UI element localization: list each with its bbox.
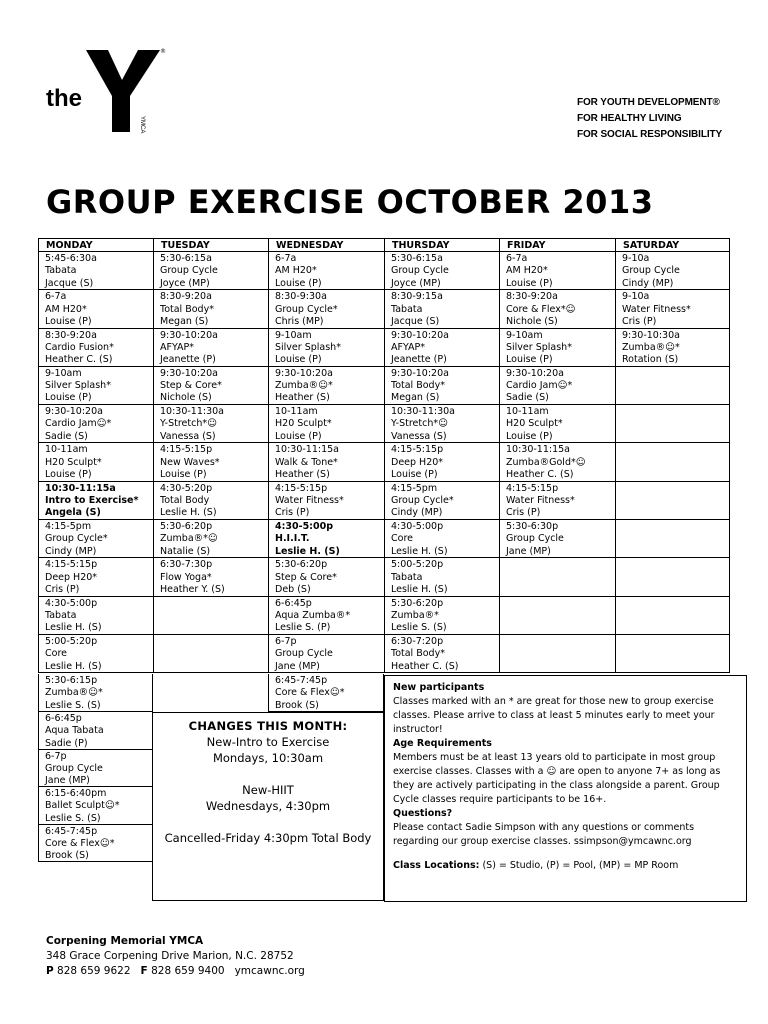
class-instructor: Jeanette (P) xyxy=(160,354,216,366)
class-name: Cardio Jam☺* xyxy=(506,380,573,392)
class-instructor: Louise (P) xyxy=(45,315,92,327)
class-cell xyxy=(384,367,499,405)
class-cell xyxy=(615,367,730,405)
class-time: 5:30-6:20p xyxy=(160,521,213,533)
new-participants-heading: New participants xyxy=(393,682,485,693)
day-column-tuesday xyxy=(153,238,268,673)
footer-contact xyxy=(46,964,305,979)
class-instructor: Cris (P) xyxy=(275,507,310,519)
class-name: AM H20* xyxy=(506,265,548,277)
class-time: 9-10a xyxy=(622,253,650,264)
fax-number: 828 659 9400 xyxy=(151,965,225,977)
class-name: Y-Stretch*☺ xyxy=(391,418,449,430)
changes-line-4: Wednesdays, 4:30pm xyxy=(205,799,331,813)
class-instructor: Nichole (S) xyxy=(160,392,212,404)
logo-the-text: the xyxy=(46,85,82,112)
class-name: Silver Splash* xyxy=(506,341,572,353)
class-time: 5:00-5:20p xyxy=(391,559,444,571)
class-instructor: Leslie S. (P) xyxy=(275,622,331,634)
class-cell xyxy=(499,252,615,290)
class-instructor: Heather Y. (S) xyxy=(160,583,225,595)
class-instructor: Heather (S) xyxy=(275,392,330,404)
class-locations xyxy=(393,859,738,873)
class-cell xyxy=(499,329,615,367)
class-cell xyxy=(38,443,153,481)
class-time: 10-11am xyxy=(45,444,88,456)
class-instructor: Louise (P) xyxy=(45,392,92,404)
class-name: New Waves* xyxy=(160,456,220,468)
day-column-monday xyxy=(38,238,153,673)
class-instructor: Leslie S. (S) xyxy=(391,622,447,634)
class-time: 5:30-6:15a xyxy=(160,253,212,264)
class-instructor: Leslie H. (S) xyxy=(275,545,340,557)
class-time: 5:30-6:20p xyxy=(275,559,328,571)
class-name: Silver Splash* xyxy=(45,380,111,392)
class-name: Group Cycle* xyxy=(45,533,108,545)
class-cell xyxy=(499,558,615,596)
class-cell xyxy=(38,787,153,825)
class-cell xyxy=(268,367,384,405)
class-time: 6:45-7:45p xyxy=(45,825,98,837)
class-cell xyxy=(153,290,268,328)
class-cell xyxy=(615,405,730,443)
class-cell xyxy=(384,597,499,635)
class-time: 8:30-9:20a xyxy=(506,291,558,303)
class-instructor: Leslie H. (S) xyxy=(391,583,448,595)
class-time: 9:30-10:20a xyxy=(391,329,449,341)
class-time: 10-11am xyxy=(275,406,318,418)
class-name: Core & Flex☺* xyxy=(275,687,345,699)
class-name: Zumba®☺* xyxy=(622,341,680,353)
class-name: H20 Sculpt* xyxy=(506,418,563,430)
changes-line-1: New-Intro to Exercise xyxy=(206,735,330,749)
day-header: SATURDAY xyxy=(615,238,730,252)
class-instructor: Cindy (MP) xyxy=(622,277,674,289)
changes-line-2: Mondays, 10:30am xyxy=(212,751,324,765)
class-time: 6-6:45p xyxy=(45,713,82,724)
class-name: Core & Flex☺* xyxy=(45,837,115,849)
class-time: 4:30-5:20p xyxy=(160,482,213,494)
questions-heading: Questions? xyxy=(393,808,453,819)
class-time: 6:30-7:20p xyxy=(391,635,444,647)
class-time: 6-7a xyxy=(45,291,67,303)
tagline-line-1: FOR YOUTH DEVELOPMENT® xyxy=(577,97,720,108)
class-instructor: Deb (S) xyxy=(275,583,311,595)
class-time: 5:30-6:20p xyxy=(391,597,444,609)
age-requirements-heading: Age Requirements xyxy=(393,738,492,749)
class-time: 9:30-10:20a xyxy=(391,367,449,379)
class-name: Silver Splash* xyxy=(275,341,341,353)
class-instructor: Louise (P) xyxy=(506,277,553,289)
class-cell xyxy=(38,712,153,750)
class-instructor: Heather C. (S) xyxy=(506,469,574,481)
class-time: 4:15-5pm xyxy=(391,482,438,494)
class-instructor: Louise (P) xyxy=(506,354,553,366)
class-time: 9-10a xyxy=(622,291,650,303)
tagline-line-3: FOR SOCIAL RESPONSIBILITY xyxy=(577,129,723,140)
class-instructor: Louise (P) xyxy=(275,430,322,442)
class-instructor: Leslie H. (S) xyxy=(45,622,102,634)
class-cell xyxy=(38,597,153,635)
phone-label: P xyxy=(46,965,54,977)
class-time: 4:15-5:15p xyxy=(275,482,328,494)
class-instructor: Sadie (S) xyxy=(506,392,549,404)
class-cell xyxy=(384,635,499,673)
class-instructor: Louise (P) xyxy=(391,469,438,481)
class-cell xyxy=(153,558,268,596)
class-name: Zumba®* xyxy=(391,609,439,621)
info-box xyxy=(384,675,747,902)
class-name: Tabata xyxy=(45,609,77,621)
class-cell xyxy=(153,635,268,673)
class-time: 8:30-9:20a xyxy=(45,329,97,341)
class-time: 5:30-6:15a xyxy=(391,253,443,264)
class-name: Group Cycle xyxy=(391,265,449,277)
logo-ymca-text: YMCA xyxy=(139,116,145,134)
class-time: 9:30-10:20a xyxy=(160,329,218,341)
class-name: Zumba®☺* xyxy=(275,380,333,392)
class-instructor: Brook (S) xyxy=(45,850,89,862)
class-cell xyxy=(499,520,615,558)
changes-heading: CHANGES THIS MONTH: xyxy=(188,719,348,733)
class-instructor: Cris (P) xyxy=(45,583,80,595)
class-time: 10:30-11:30a xyxy=(391,406,456,418)
class-cell xyxy=(499,367,615,405)
class-time: 4:15-5:15p xyxy=(391,444,444,456)
wednesday-extra-class xyxy=(268,674,384,712)
class-name: Zumba®Gold*☺ xyxy=(506,456,586,468)
phone-number: 828 659 9622 xyxy=(57,965,131,977)
class-time: 9:30-10:20a xyxy=(160,367,218,379)
svg-text:®: ® xyxy=(160,48,166,55)
class-cell xyxy=(268,674,384,712)
class-instructor: Sadie (P) xyxy=(45,737,88,749)
footer-address: 348 Grace Corpening Drive Marion, N.C. 28752 xyxy=(46,950,294,962)
class-instructor: Joyce (MP) xyxy=(391,277,441,289)
class-time: 4:30-5:00p xyxy=(275,521,334,533)
class-time: 9:30-10:20a xyxy=(275,367,333,379)
monday-extra-classes xyxy=(38,674,153,862)
class-name: Total Body xyxy=(160,495,210,507)
class-name: Group Cycle xyxy=(160,265,218,277)
class-name: Core & Flex*☺ xyxy=(506,303,576,315)
class-time: 4:15-5:15p xyxy=(506,482,559,494)
class-time: 6-7p xyxy=(275,635,297,647)
class-instructor: Leslie H. (S) xyxy=(45,660,102,672)
class-name: Tabata xyxy=(391,303,423,315)
class-time: 10-11am xyxy=(506,406,549,418)
class-name: Deep H20* xyxy=(45,571,98,583)
class-cell xyxy=(615,252,730,290)
class-cell xyxy=(615,482,730,520)
class-instructor: Leslie H. (S) xyxy=(391,545,448,557)
class-name: H.I.I.T. xyxy=(275,533,310,545)
class-instructor: Jane (MP) xyxy=(275,660,320,672)
class-cell xyxy=(384,520,499,558)
class-cell xyxy=(38,482,153,520)
day-header: WEDNESDAY xyxy=(268,238,384,252)
class-time: 10:30-11:30a xyxy=(160,406,225,418)
day-column-thursday xyxy=(384,238,499,673)
day-column-wednesday xyxy=(268,238,384,673)
class-instructor: Jeanette (P) xyxy=(391,354,447,366)
class-cell xyxy=(384,252,499,290)
class-instructor: Jane (MP) xyxy=(45,775,90,787)
class-instructor: Cris (P) xyxy=(506,507,541,519)
day-header: MONDAY xyxy=(38,238,153,252)
class-instructor: Sadie (S) xyxy=(45,430,88,442)
class-time: 4:30-5:00p xyxy=(45,597,98,609)
class-name: H20 Sculpt* xyxy=(275,418,332,430)
class-cell xyxy=(38,290,153,328)
class-name: Walk & Tone* xyxy=(275,456,338,468)
class-time: 6-7p xyxy=(45,750,67,762)
footer xyxy=(46,934,305,979)
class-time: 10:30-11:15a xyxy=(45,482,116,494)
class-instructor: Megan (S) xyxy=(160,315,209,327)
class-cell xyxy=(153,405,268,443)
class-cell xyxy=(499,635,615,673)
class-cell xyxy=(268,558,384,596)
class-cell xyxy=(153,367,268,405)
class-instructor: Heather C. (S) xyxy=(391,660,459,672)
class-name: Group Cycle* xyxy=(275,303,338,315)
class-instructor: Cindy (MP) xyxy=(391,507,443,519)
class-instructor: Louise (P) xyxy=(160,469,207,481)
class-time: 9:30-10:20a xyxy=(506,367,564,379)
class-time: 5:00-5:20p xyxy=(45,635,98,647)
class-time: 9:30-10:30a xyxy=(622,329,680,341)
class-cell xyxy=(615,597,730,635)
class-name: Total Body* xyxy=(391,380,445,392)
class-time: 4:15-5pm xyxy=(45,521,92,533)
class-name: Water Fitness* xyxy=(275,495,344,507)
class-cell xyxy=(615,443,730,481)
age-requirements-text: Members must be at least 13 years old to participate in most group exercise classes. Classes with a ☺ are open to anyone 7+ as long as they are actively participating in the class alongside a parent. Group Cycle classes require participants to be 16+. xyxy=(393,752,721,805)
class-cell xyxy=(153,520,268,558)
class-instructor: Heather C. (S) xyxy=(45,354,113,366)
ymca-logo xyxy=(46,44,176,134)
class-time: 9-10am xyxy=(45,367,82,379)
class-cell xyxy=(384,482,499,520)
class-time: 5:30-6:15p xyxy=(45,675,98,686)
class-cell xyxy=(38,520,153,558)
class-name: Tabata xyxy=(45,265,77,277)
class-instructor: Rotation (S) xyxy=(622,354,679,366)
class-name: Intro to Exercise* xyxy=(45,495,139,507)
class-name: AFYAP* xyxy=(391,341,426,353)
day-column-friday xyxy=(499,238,615,673)
class-cell xyxy=(499,597,615,635)
class-locations-label: Class Locations: xyxy=(393,860,480,871)
class-instructor: Leslie S. (S) xyxy=(45,812,101,824)
class-name: Step & Core* xyxy=(275,571,337,583)
class-instructor: Natalie (S) xyxy=(160,545,211,557)
class-time: 9-10am xyxy=(506,329,543,341)
class-name: AM H20* xyxy=(275,265,317,277)
class-name: Group Cycle xyxy=(45,762,103,774)
class-time: 6:15-6:40pm xyxy=(45,788,107,799)
class-cell xyxy=(153,443,268,481)
class-name: Ballet Sculpt☺* xyxy=(45,800,120,812)
class-time: 10:30-11:15a xyxy=(506,444,571,456)
class-cell xyxy=(268,290,384,328)
class-cell xyxy=(268,443,384,481)
class-cell xyxy=(499,290,615,328)
class-cell xyxy=(615,329,730,367)
class-time: 6:45-7:45p xyxy=(275,675,328,686)
tagline-line-2: FOR HEALTHY LIVING xyxy=(577,113,682,124)
class-time: 9-10am xyxy=(275,329,312,341)
class-instructor: Jane (MP) xyxy=(506,545,551,557)
class-name: Core xyxy=(391,533,413,545)
class-time: 6-7a xyxy=(275,253,297,264)
class-cell xyxy=(153,252,268,290)
class-time: 8:30-9:30a xyxy=(275,291,327,303)
class-name: Tabata xyxy=(391,571,423,583)
class-instructor: Chris (MP) xyxy=(275,315,324,327)
class-instructor: Joyce (MP) xyxy=(160,277,210,289)
class-name: Group Cycle xyxy=(622,265,680,277)
schedule-table xyxy=(38,238,730,674)
class-cell xyxy=(384,290,499,328)
class-instructor: Louise (P) xyxy=(506,430,553,442)
tagline xyxy=(577,95,722,143)
class-cell xyxy=(268,405,384,443)
class-cell xyxy=(38,252,153,290)
class-name: AM H20* xyxy=(45,303,87,315)
class-time: 5:30-6:30p xyxy=(506,521,559,533)
class-name: Deep H20* xyxy=(391,456,444,468)
class-time: 8:30-9:15a xyxy=(391,291,443,303)
class-name: Total Body* xyxy=(160,303,214,315)
class-cell xyxy=(615,558,730,596)
class-cell xyxy=(615,635,730,673)
class-cell xyxy=(268,329,384,367)
class-time: 10:30-11:15a xyxy=(275,444,340,456)
class-cell xyxy=(499,443,615,481)
class-name: Total Body* xyxy=(391,648,445,660)
class-instructor: Brook (S) xyxy=(275,699,319,711)
class-instructor: Megan (S) xyxy=(391,392,440,404)
class-cell xyxy=(38,329,153,367)
class-name: Step & Core* xyxy=(160,380,222,392)
class-locations-text: (S) = Studio, (P) = Pool, (MP) = MP Room xyxy=(482,860,679,871)
class-instructor: Louise (P) xyxy=(275,354,322,366)
class-cell xyxy=(268,482,384,520)
class-cell xyxy=(38,674,153,712)
class-cell xyxy=(268,252,384,290)
class-instructor: Nichole (S) xyxy=(506,315,558,327)
class-time: 4:30-5:00p xyxy=(391,521,444,533)
class-cell xyxy=(499,482,615,520)
fax-label: F xyxy=(140,965,148,977)
class-name: Group Cycle xyxy=(506,533,564,545)
day-header: THURSDAY xyxy=(384,238,499,252)
class-cell xyxy=(38,405,153,443)
website-link[interactable]: ymcawnc.org xyxy=(234,965,305,977)
class-name: Cardio Fusion* xyxy=(45,341,114,353)
class-name: Cardio Jam☺* xyxy=(45,418,112,430)
class-name: Y-Stretch*☺ xyxy=(160,418,218,430)
class-cell xyxy=(38,635,153,673)
class-instructor: Leslie H. (S) xyxy=(160,507,217,519)
class-instructor: Vanessa (S) xyxy=(160,430,216,442)
class-name: Water Fitness* xyxy=(506,495,575,507)
class-name: Flow Yoga* xyxy=(160,571,212,583)
questions-text: Please contact Sadie Simpson with any questions or comments regarding our group exercise classes. ssimpson@ymcawnc.org xyxy=(393,822,695,847)
class-cell xyxy=(153,597,268,635)
class-cell xyxy=(38,367,153,405)
class-time: 6:30-7:30p xyxy=(160,559,213,571)
class-cell xyxy=(38,825,153,863)
class-cell xyxy=(384,443,499,481)
class-instructor: Jacque (S) xyxy=(45,277,94,289)
class-cell xyxy=(153,482,268,520)
class-time: 9:30-10:20a xyxy=(45,406,103,418)
class-cell xyxy=(38,558,153,596)
class-cell xyxy=(268,635,384,673)
class-name: Aqua Tabata xyxy=(45,725,104,737)
class-instructor: Heather (S) xyxy=(275,469,330,481)
class-cell xyxy=(615,520,730,558)
class-instructor: Louise (P) xyxy=(275,277,322,289)
class-name: H20 Sculpt* xyxy=(45,456,102,468)
class-instructor: Cindy (MP) xyxy=(45,545,97,557)
changes-box xyxy=(152,712,384,901)
class-time: 6-6:45p xyxy=(275,597,312,609)
changes-line-5: Cancelled-Friday 4:30pm Total Body xyxy=(164,831,372,845)
class-cell xyxy=(268,520,384,558)
class-cell xyxy=(153,329,268,367)
class-instructor: Angela (S) xyxy=(45,507,101,519)
class-cell xyxy=(384,558,499,596)
class-name: Zumba®*☺ xyxy=(160,533,218,545)
day-header: TUESDAY xyxy=(153,238,268,252)
changes-line-3: New-HIIT xyxy=(242,783,294,797)
class-cell xyxy=(615,290,730,328)
class-instructor: Louise (P) xyxy=(45,469,92,481)
class-instructor: Jacque (S) xyxy=(391,315,440,327)
page-title: GROUP EXERCISE OCTOBER 2013 xyxy=(46,183,654,221)
day-header: FRIDAY xyxy=(499,238,615,252)
class-time: 4:15-5:15p xyxy=(160,444,213,456)
class-cell xyxy=(38,750,153,788)
class-time: 6-7a xyxy=(506,253,528,264)
class-name: Water Fitness* xyxy=(622,303,691,315)
class-cell xyxy=(384,329,499,367)
new-participants-text: Classes marked with an * are great for those new to group exercise classes. Please arrive to class at least 5 minutes early to meet your instructor! xyxy=(393,696,715,735)
class-name: Group Cycle xyxy=(275,648,333,660)
class-instructor: Leslie S. (S) xyxy=(45,699,101,711)
footer-name: Corpening Memorial YMCA xyxy=(46,935,204,947)
class-time: 5:45-6:30a xyxy=(45,253,97,264)
class-name: Group Cycle* xyxy=(391,495,454,507)
class-time: 4:15-5:15p xyxy=(45,559,98,571)
class-name: Aqua Zumba®* xyxy=(275,609,351,621)
day-column-saturday xyxy=(615,238,730,673)
class-time: 8:30-9:20a xyxy=(160,291,212,303)
class-cell xyxy=(384,405,499,443)
class-name: Core xyxy=(45,648,67,660)
class-name: AFYAP* xyxy=(160,341,195,353)
class-instructor: Vanessa (S) xyxy=(391,430,447,442)
class-name: Zumba®☺* xyxy=(45,687,103,699)
class-cell xyxy=(499,405,615,443)
class-instructor: Cris (P) xyxy=(622,315,657,327)
class-cell xyxy=(268,597,384,635)
